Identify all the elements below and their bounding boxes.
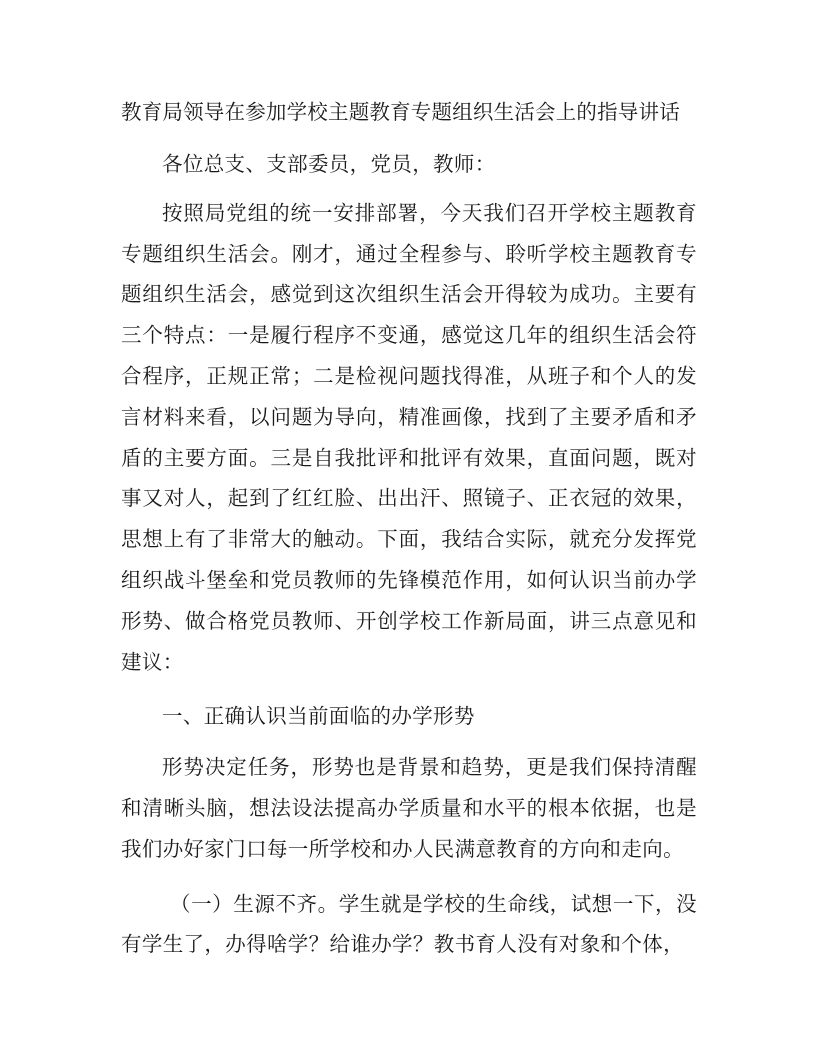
intro-paragraph: 按照局党组的统一安排部署，今天我们召开学校主题教育专题组织生活会。刚才，通过全程参与、聆听学校主题教育专题组织生活会，感觉到这次组织生活会开得较为成功。主要有三个特点：一是履行程序不变通，感觉这几年的组织生活会符合程序，正规正常；二是检视问题找得准，从班子和个人的发言材料来看，以问题为导向，精准画像，找到了主要矛盾和矛盾的主要方面。三是自我批评和批评有效果，直面问题，既对事又对人，起到了红红脸、出出汗、照镜子、正衣冠的效果，思想上有了非常大的触动。下面，我结合实际，就充分发挥党组织战斗堡垒和党员教师的先锋模范作用，如何认识当前办学形势、做合格党员教师、开创学校工作新局面，讲三点意见和建议： bbox=[121, 200, 697, 674]
salutation: 各位总支、支部委员，党员，教师： bbox=[162, 152, 496, 176]
document-title: 教育局领导在参加学校主题教育专题组织生活会上的指导讲话 bbox=[121, 100, 680, 124]
section-heading: 一、正确认识当前面临的办学形势 bbox=[162, 704, 475, 729]
section-paragraph: 形势决定任务，形势也是背景和趋势，更是我们保持清醒和清晰头脑，想法设法提高办学质量和水平的根本依据，也是我们办好家门口每一所学校和办人民满意教育的方向和走向。 bbox=[121, 755, 697, 861]
document-body bbox=[121, 94, 697, 965]
subsection-paragraph: （一）生源不齐。学生就是学校的生命线，试想一下，没有学生了，办得啥学？给谁办学？教书育人没有对象和个体， bbox=[121, 891, 697, 957]
